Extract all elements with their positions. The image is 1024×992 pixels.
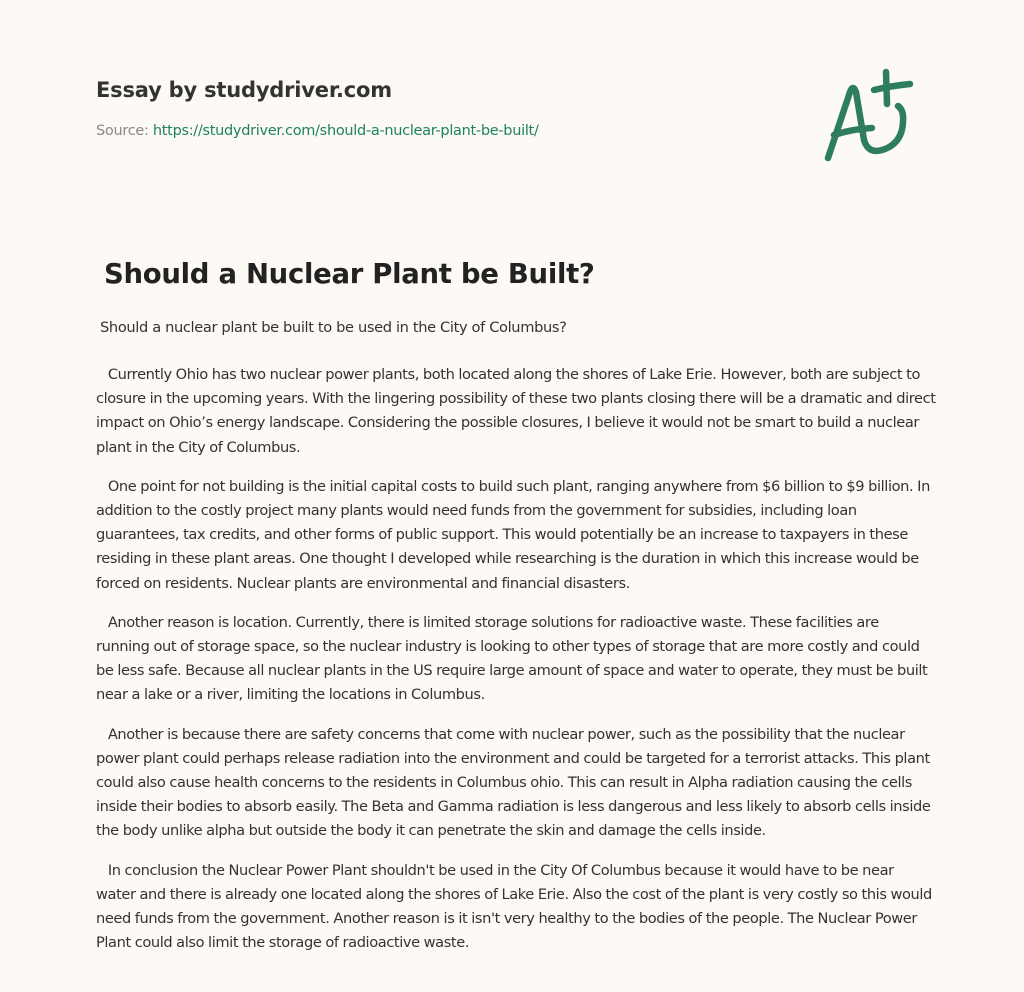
essay-body <box>96 316 936 970</box>
a-plus-grade-icon <box>820 62 930 167</box>
source-link[interactable]: https://studydriver.com/should-a-nuclear-plant-be-built/ <box>152 123 539 139</box>
essay-paragraph: One point for not building is the initial capital costs to build such plant, ranging anywhere from $6 billion to $9 billion. In addition to the costly project many plants would need funds from the government for subsidies, including loan guarantees, tax credits, and other forms of public support. This would potentially be an increase to taxpayers in these residing in these plant areas. One thought I developed while researching is the duration in which this increase would be forced on residents. Nuclear plants are environmental and financial disasters. <box>96 477 930 592</box>
essay-paragraph: Another reason is location. Currently, there is limited storage solutions for radioactive waste. These facilities are running out of storage space, so the nuclear industry is looking to other types of storage that are more costly and could be less safe. Because all nuclear plants in the US require large amount of space and water to operate, they must be built near a lake or a river, limiting the locations in Columbus. <box>96 613 928 704</box>
source-line <box>96 121 796 141</box>
essay-title: Should a Nuclear Plant be Built? <box>104 258 595 290</box>
page-header <box>96 72 796 141</box>
essay-paragraph: In conclusion the Nuclear Power Plant shouldn't be used in the City Of Columbus because it would have to be near water and there is already one located along the shores of Lake Erie. Also the cost of the plant is very costly so this would need funds from the government. Another reason is it isn't very healthy to the bodies of the people. The Nuclear Power Plant could also limit the storage of radioactive waste. <box>96 861 932 952</box>
site-title: Essay by studydriver.com <box>96 78 392 102</box>
source-label: Source: <box>96 123 153 139</box>
essay-paragraph: Currently Ohio has two nuclear power plants, both located along the shores of Lake Erie. However, both are subject to closure in the upcoming years. With the lingering possibility of these two plants closing there will be a dramatic and direct impact on Ohio’s energy landscape. Considering the possible closures, I believe it would not be smart to build a nuclear plant in the City of Columbus. <box>96 366 936 456</box>
essay-subtitle: Should a nuclear plant be built to be used in the City of Columbus? <box>100 319 567 336</box>
essay-paragraph: Another is because there are safety concerns that come with nuclear power, such as the possibility that the nuclear power plant could perhaps release radiation into the environment and could be targeted for a terrorist attacks. This plant could also cause health concerns to the residents in Columbus ohio. This can result in Alpha radiation causing the cells inside their bodies to absorb easily. The Beta and Gamma radiation is less dangerous and less likely to absorb cells inside the body unlike alpha but outside the body it can penetrate the skin and damage the cells inside. <box>96 725 931 840</box>
